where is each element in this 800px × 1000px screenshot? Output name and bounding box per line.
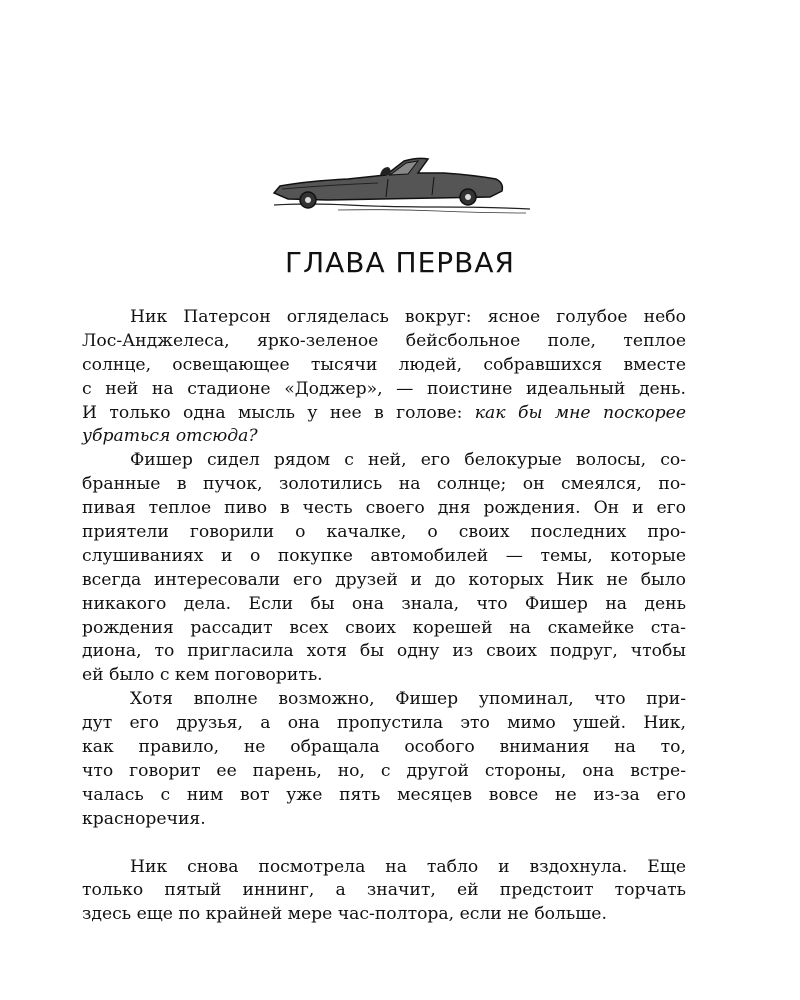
text-line bbox=[82, 569, 686, 593]
text-line bbox=[82, 879, 686, 903]
text-line bbox=[82, 808, 686, 832]
line-text: диона, то пригласила хотя бы одну из своих подруг, чтобы bbox=[82, 641, 686, 662]
italic-text: как бы мне поскорее bbox=[474, 402, 686, 423]
line-text: Фишер сидел рядом с ней, его белокурые волосы, со- bbox=[130, 450, 686, 471]
text-line bbox=[82, 497, 686, 521]
chapter-title: ГЛАВА ПЕРВАЯ bbox=[285, 246, 515, 279]
line-text: пивая теплое пиво в честь своего дня рождения. Он и его bbox=[82, 498, 686, 519]
italic-text: убраться отсюда? bbox=[82, 426, 258, 447]
car-icon bbox=[268, 153, 536, 223]
text-line bbox=[82, 688, 686, 712]
line-text: с ней на стадионе «Доджер», — поистине идеальный день. bbox=[82, 378, 686, 399]
text-line bbox=[82, 640, 686, 664]
line-text: приятели говорили о качалке, о своих последних про- bbox=[82, 522, 686, 543]
paragraph bbox=[82, 856, 686, 928]
line-text: Лос-Анджелеса, ярко-зеленое бейсбольное поле, теплое bbox=[82, 330, 686, 351]
text-line bbox=[82, 545, 686, 569]
line-text: ей было с кем поговорить. bbox=[82, 665, 323, 686]
text-line bbox=[82, 425, 686, 449]
line-text: здесь еще по крайней мере час-полтора, если не больше. bbox=[82, 904, 607, 925]
text-line bbox=[82, 617, 686, 641]
text-line bbox=[82, 378, 686, 402]
line-text: И только одна мысль у нее в голове: bbox=[82, 402, 475, 423]
line-text: никакого дела. Если бы она знала, что Фишер на день bbox=[82, 593, 686, 614]
text-line bbox=[82, 593, 686, 617]
line-text: дут его друзья, а она пропустила это мимо ушей. Ник, bbox=[82, 713, 686, 734]
text-line bbox=[82, 402, 686, 426]
text-line bbox=[82, 903, 686, 927]
line-text: бранные в пучок, золотились на солнце; он смеялся, по- bbox=[82, 474, 686, 495]
line-text: всегда интересовали его друзей и до которых Ник не было bbox=[82, 569, 686, 590]
text-line bbox=[82, 712, 686, 736]
paragraph bbox=[82, 449, 686, 688]
line-text: Ник Патерсон огляделась вокруг: ясное голубое небо bbox=[130, 307, 686, 327]
text-line bbox=[82, 856, 686, 880]
text-line bbox=[82, 760, 686, 784]
line-text: чалась с ним вот уже пять месяцев вовсе не из-за его bbox=[82, 784, 686, 805]
text-line bbox=[82, 449, 686, 473]
text-line bbox=[82, 736, 686, 760]
line-text: только пятый иннинг, а значит, ей предстоит торчать bbox=[82, 880, 686, 901]
line-text: рождения рассадит всех своих корешей на скамейке ста- bbox=[82, 617, 686, 638]
line-text: слушиваниях и о покупке автомобилей — темы, которые bbox=[82, 545, 686, 566]
text-line bbox=[82, 473, 686, 497]
text-line bbox=[82, 521, 686, 545]
line-text: как правило, не обращала особого внимания на то, bbox=[82, 737, 686, 758]
text-line bbox=[82, 306, 686, 330]
text-line bbox=[82, 784, 686, 808]
line-text: Хотя вполне возможно, Фишер упоминал, что при- bbox=[130, 689, 686, 710]
line-text: что говорит ее парень, но, с другой стороны, она встре- bbox=[82, 760, 686, 781]
paragraph bbox=[82, 688, 686, 831]
line-text: красноречия. bbox=[82, 808, 206, 829]
paragraph-gap bbox=[82, 832, 686, 856]
paragraph bbox=[82, 306, 686, 449]
text-line bbox=[82, 354, 686, 378]
text-line bbox=[82, 330, 686, 354]
text-line bbox=[82, 664, 686, 688]
body-text bbox=[82, 306, 686, 927]
line-text: солнце, освещающее тысячи людей, собравшихся вместе bbox=[82, 354, 686, 375]
line-text: Ник снова посмотрела на табло и вздохнула. Еще bbox=[130, 856, 686, 877]
